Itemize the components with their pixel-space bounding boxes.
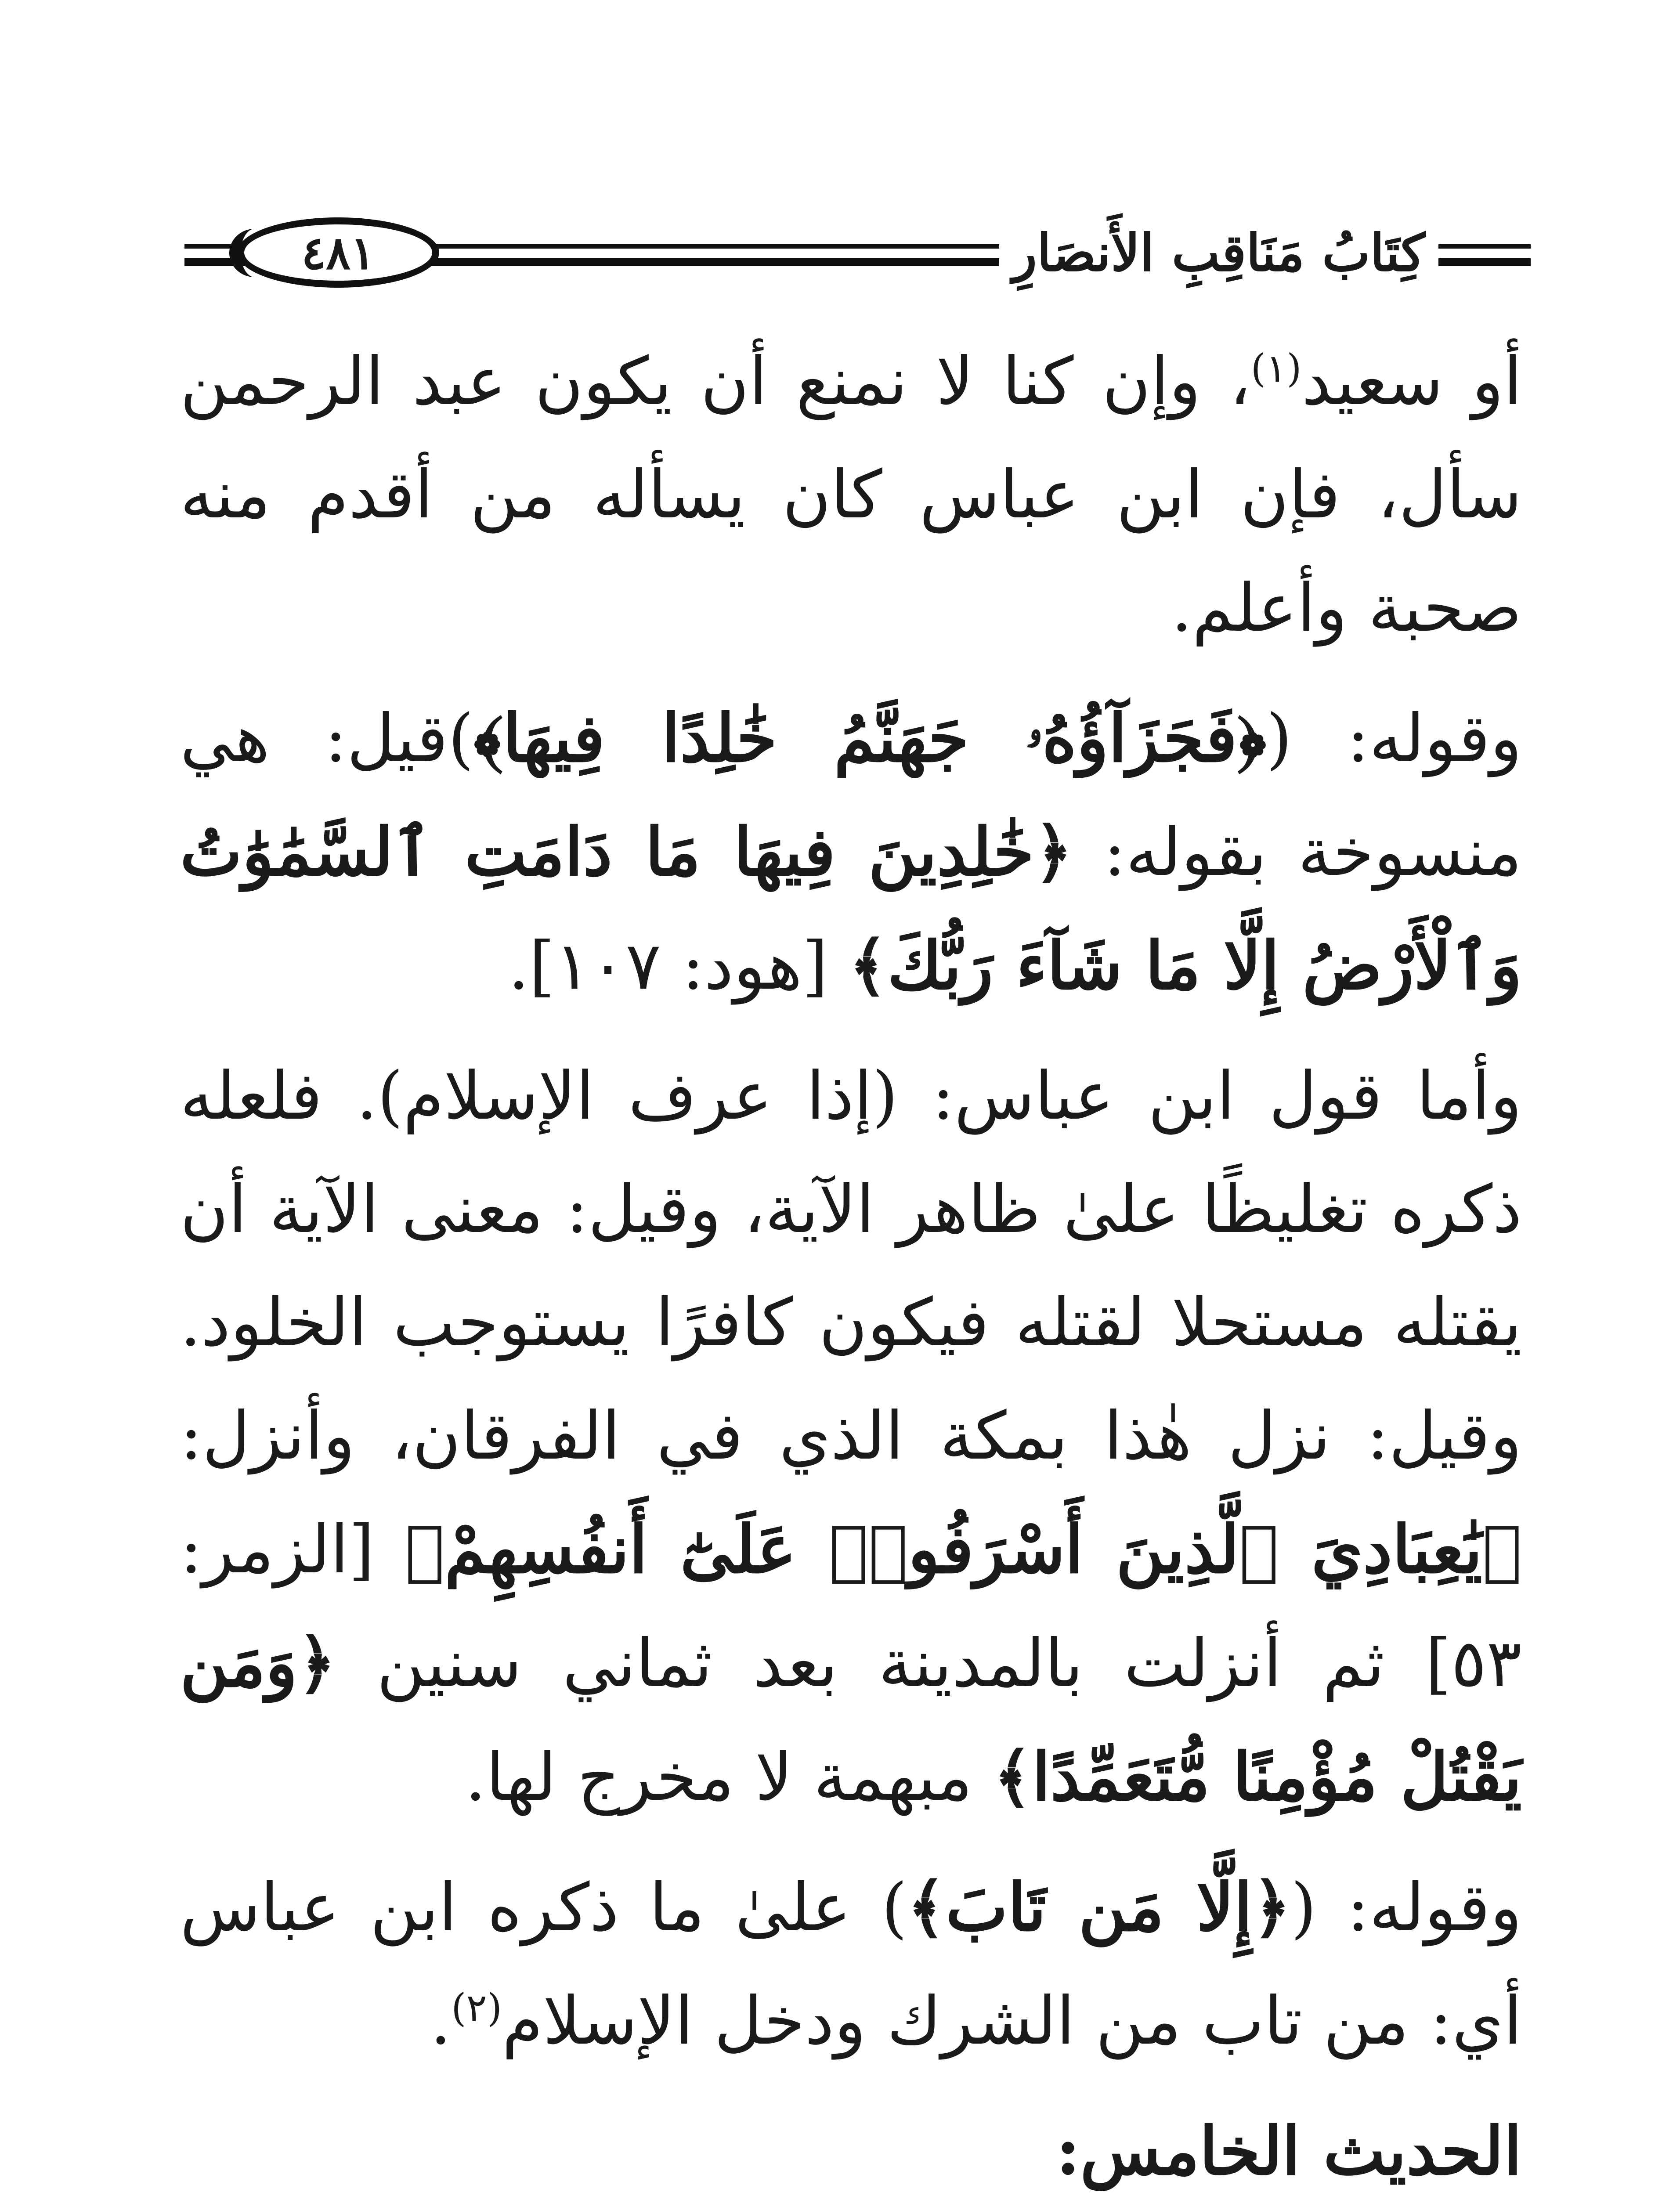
page-header: [184, 206, 1531, 303]
p3-text-c: مبهمة لا مخرج لها.: [465, 1739, 994, 1816]
section-heading: الحديث الخامس:: [1055, 2113, 1522, 2190]
quran-verse: ﴿وَمَن يَقْتُلْ مُؤْمِنًا مُّتَعَمِّدًا﴾: [180, 1625, 1522, 1816]
p2-text-c: [هود: ١٠٧].: [508, 928, 849, 1004]
p2-text-b: )قيل: هي منسوخة بقوله:: [180, 701, 1522, 891]
quran-verse: ﴿إِلَّا مَن تَابَ﴾: [907, 1869, 1291, 1946]
p3-text-b: [الزمر: ٥٣] ثم أنزلت بالمدينة بعد ثماني سنين: [180, 1512, 1522, 1702]
p3-text-a: وأما قول ابن عباس: (إذا عرف الإسلام). فلعله ذكره تغليظًا علىٰ ظاهر الآية، وقيل: معنى الآية أن يقتله مستحلا لقتله فيكون كافرًا يستوجب الخلود. وقيل: نزل هٰذا بمكة الذي في الفرقان، وأنزل:: [180, 1058, 1522, 1474]
p4-text-b: ) علىٰ ما ذكره ابن عباس أي: من تاب من الشرك ودخل الإسلام: [180, 1870, 1522, 2059]
paragraph-2: [180, 682, 1522, 1023]
paragraph-4: [180, 1851, 1522, 2078]
p1-text-a: أو سعيد: [1301, 343, 1522, 420]
quran-verse: ﴿يَٰعِبَادِيَ ٱلَّذِينَ أَسْرَفُوا۟ عَلَىٰٓ أَنفُسِهِمْ﴾: [405, 1511, 1522, 1588]
paragraph-3: [180, 1040, 1522, 1834]
footnote-ref-1: (١): [1250, 346, 1302, 391]
footnote-ref-2: (٢): [451, 1985, 502, 2030]
page-number: ٤٨١: [237, 217, 439, 288]
p1-text-b: ، وإن كنا لا نمنع أن يكون عبد الرحمن سأل، فإن ابن عباس كان يسأله من أقدم منه صحبة وأعلم.: [180, 343, 1522, 647]
p4-text-c: .: [430, 1983, 452, 2059]
quran-verse: ﴿خَٰلِدِينَ فِيهَا مَا دَامَتِ ٱلسَّمَٰوَٰتُ وَٱلْأَرْضُ إِلَّا مَا شَآءَ رَبُّكَ﴾: [180, 813, 1522, 1004]
running-title: كِتَابُ مَنَاقِبِ الأَنصَارِ: [999, 223, 1438, 283]
p4-text-a: وقوله: (: [1291, 1870, 1522, 1946]
paragraph-1: [180, 325, 1522, 665]
main-text: [180, 325, 1522, 2196]
quran-verse: ﴿فَجَزَآؤُهُۥ جَهَنَّمُ خَٰلِدًا فِيهَا﴾: [473, 700, 1267, 777]
p2-text-a: وقوله: (: [1266, 701, 1522, 777]
